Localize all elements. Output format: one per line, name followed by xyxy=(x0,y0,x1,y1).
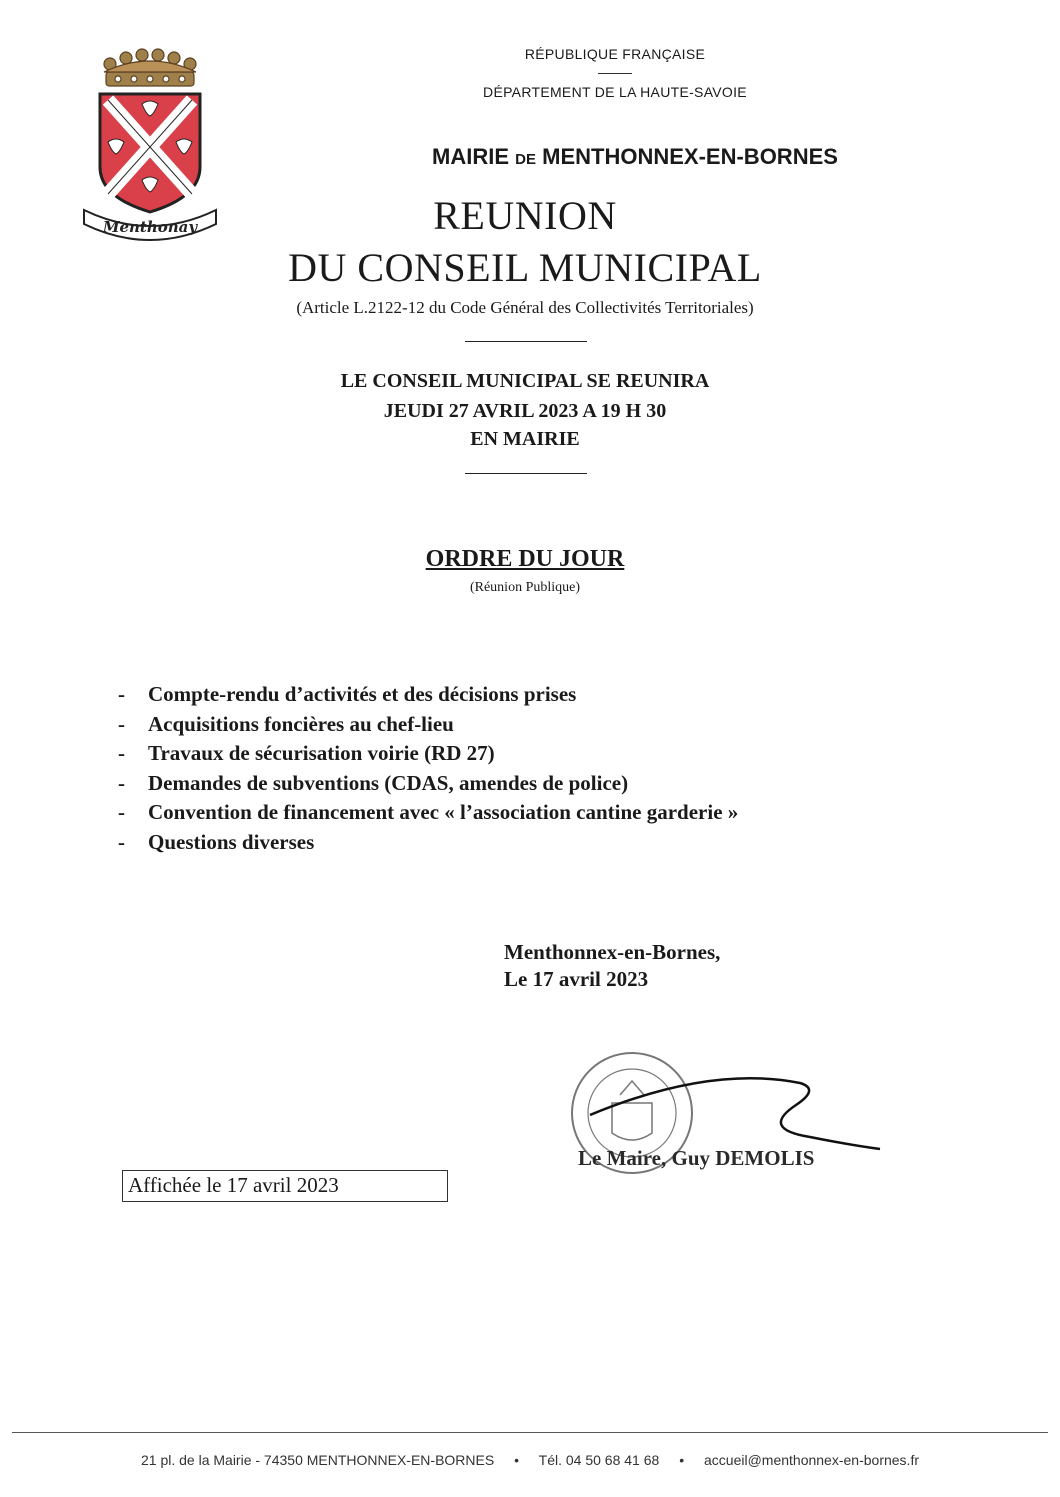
section-divider xyxy=(465,473,587,474)
signature-place: Menthonnex-en-Bornes, xyxy=(504,940,721,964)
republic-label: RÉPUBLIQUE FRANÇAISE xyxy=(524,46,706,62)
footer-separator: • xyxy=(679,1452,685,1468)
motto-ribbon xyxy=(84,210,216,240)
meeting-place: EN MAIRIE xyxy=(470,428,580,450)
svg-text:Menthonay: Menthonay xyxy=(102,218,198,236)
posted-date: Affichée le 17 avril 2023 xyxy=(128,1173,339,1197)
mairie-prefix: MAIRIE xyxy=(432,144,510,169)
signature-date: Le 17 avril 2023 xyxy=(504,967,649,991)
agenda-item: - Demandes de subventions (CDAS, amendes de police) xyxy=(118,770,629,795)
agenda-item: - Travaux de sécurisation voirie (RD 27) xyxy=(118,741,495,765)
agenda-item: - Compte-rendu d’activités et des décisions prises xyxy=(118,682,577,706)
title-line-2: DU CONSEIL MUNICIPAL xyxy=(288,245,762,290)
shield-icon xyxy=(100,94,200,212)
footer-divider xyxy=(12,1432,1048,1433)
agenda-item: - Acquisitions foncières au chef-lieu xyxy=(118,711,454,736)
footer-phone: Tél. 04 50 68 41 68 xyxy=(538,1452,660,1468)
signature-icon xyxy=(590,1078,880,1149)
coat-of-arms-logo xyxy=(80,42,220,242)
footer xyxy=(0,1452,1060,1468)
footer-email[interactable]: accueil@menthonnex-en-bornes.fr xyxy=(704,1452,919,1468)
agenda-heading: ORDRE DU JOUR xyxy=(425,546,625,572)
footer-address: 21 pl. de la Mairie - 74350 MENTHONNEX-EN-BORNES xyxy=(140,1452,495,1468)
footer-separator: • xyxy=(514,1452,520,1468)
department-label: DÉPARTEMENT DE LA HAUTE-SAVOIE xyxy=(483,84,747,100)
mairie-name: MENTHONNEX-EN-BORNES xyxy=(542,144,838,169)
agenda-item: - Convention de financement avec « l’association cantine garderie » xyxy=(118,800,739,824)
meeting-line-1: LE CONSEIL MUNICIPAL SE REUNIRA xyxy=(340,370,710,392)
mairie-de: DE xyxy=(515,151,537,168)
agenda-subheading: (Réunion Publique) xyxy=(469,580,581,595)
title-line-1: REUNION xyxy=(433,193,617,238)
legal-article: (Article L.2122-12 du Code Général des Collectivités Territoriales) xyxy=(296,298,754,317)
header-divider xyxy=(598,73,632,74)
mairie-heading xyxy=(360,144,910,170)
agenda-list xyxy=(118,680,918,857)
agenda-item: - Questions diverses xyxy=(118,829,315,854)
section-divider xyxy=(465,341,587,342)
mayor-signature-label: Le Maire, Guy DEMOLIS xyxy=(578,1146,815,1170)
meeting-date: JEUDI 27 AVRIL 2023 A 19 H 30 xyxy=(383,400,667,422)
crown-icon xyxy=(104,49,196,86)
